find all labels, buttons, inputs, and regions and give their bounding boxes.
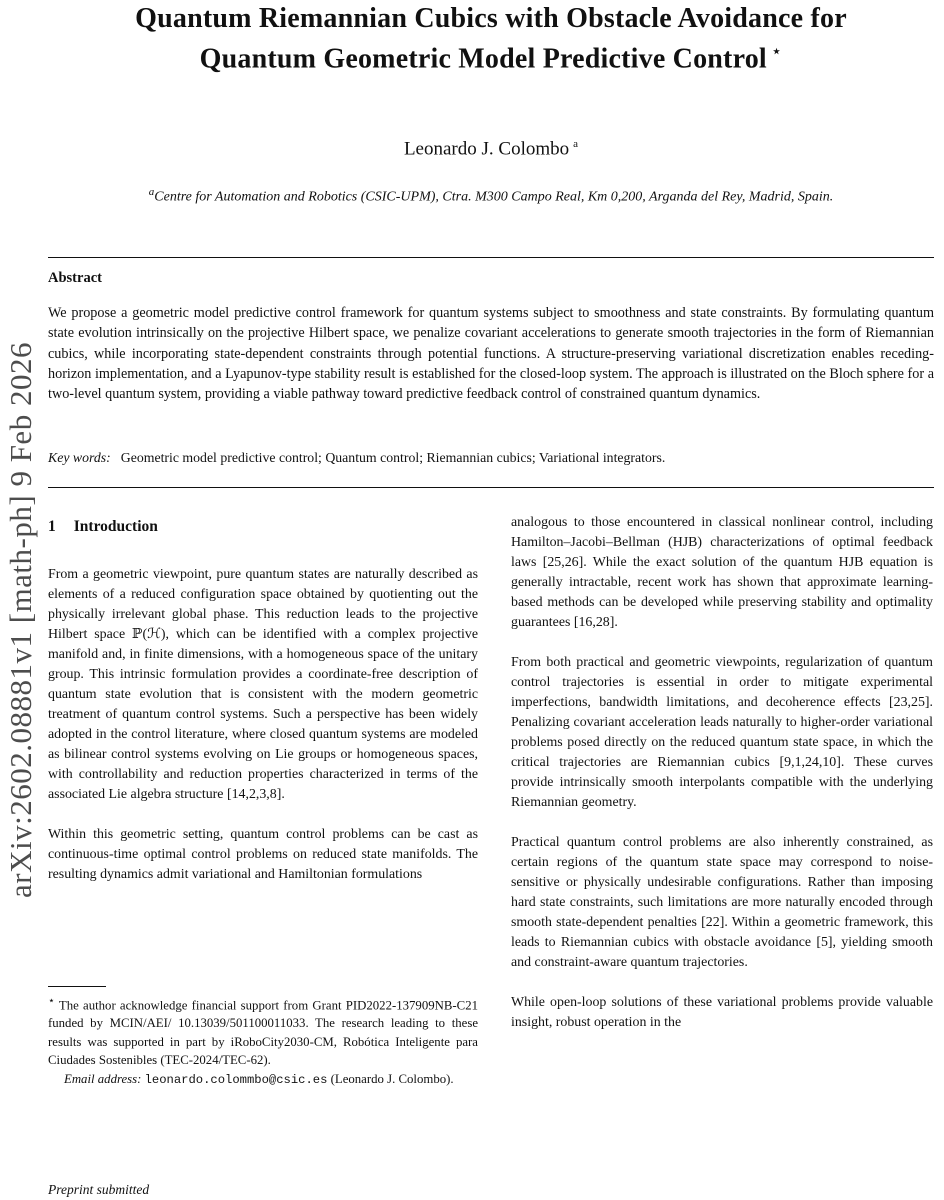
- left-column: [48, 513, 478, 905]
- arxiv-watermark: arXiv:2602.08881v1 [math-ph] 9 Feb 2026: [3, 342, 38, 898]
- abstract-top-rule: [48, 257, 934, 258]
- footnote-rule: [48, 986, 106, 987]
- affiliation-marker: a: [148, 186, 155, 198]
- intro-paragraph-3: analogous to those encountered in classical nonlinear control, including Hamilton–Jacobi–Bellman (HJB) characterizations of optimal feedback laws [25,26]. While the exact solution of the quantum HJB equation is generally intractable, recent work has shown that approximate learning-based methods can be developed while preserving stability and optimality guarantees [16,28].: [511, 515, 933, 630]
- abstract-text: We propose a geometric model predictive control framework for quantum systems subject to smoothness and state constraints. By formulating quantum state evolution intrinsically on the projective Hilbert space, we penalize covariant accelerations to generate smooth trajectories in the form of Riemannian cubics, while incorporating state-dependent constraints through potential functions. A structure-preserving variational discretization enables receding-horizon implementation, and a Lyapunov-type stability result is established for the closed-loop system. The approach is illustrated on the Bloch sphere for a two-level quantum system, providing a viable pathway toward predictive feedback control of constrained quantum dynamics.: [48, 305, 934, 403]
- email-label: Email address:: [64, 1072, 142, 1087]
- footnote-acknowledgement: ⋆ The author acknowledge financial support from Grant PID2022-137909NB-C21 funded by MCIN/AEI/ 10.13039/501100011033. The research leading to these results was supported in part by iRoboCity2030-CM, Robótica Inteligente para Ciudades Sostenibles (TEC-2024/TEC-62).: [48, 995, 478, 1067]
- intro-paragraph-1: From a geometric viewpoint, pure quantum states are naturally described as elements of a reduced configuration space obtained by quotienting out the physically irrelevant global phase. This reduction leads to the projective Hilbert space ℙ(ℋ), which can be identified with a complex projective manifold and, in finite dimensions, with a homogeneous space of the unitary group. This intrinsic formulation provides a coordinate-free description of quantum state evolution that is consistent with the modern geometric treatment of quantum control systems. Such a perspective has been widely adopted in the control literature, where closed quantum systems are modeled as bilinear control systems evolving on Lie groups or homogeneous spaces, with controllability and reduction properties characterized in terms of the associated Lie algebra structure [14,2,3,8].: [48, 567, 478, 802]
- paper-title-line-1: Quantum Riemannian Cubics with Obstacle Avoidance for: [135, 3, 847, 34]
- email-suffix: (Leonardo J. Colombo).: [330, 1072, 454, 1087]
- intro-paragraph-4: From both practical and geometric viewpoints, regularization of quantum control trajectories is essential in order to mitigate experimental imperfections, bandwidth limitations, and decoherence effects [23,25]. Penalizing covariant acceleration leads naturally to higher-order variational problems posed directly on the reduced quantum state space, in which the critical trajectories are Riemannian cubics [9,1,24,10]. These curves provide intrinsically smooth interpolants compatible with the underlying Riemannian geometry.: [511, 655, 933, 810]
- keywords-text: Geometric model predictive control; Quantum control; Riemannian cubics; Variational integrators.: [120, 450, 666, 465]
- email-address: leonardo.colommbo@csic.es: [144, 1073, 328, 1088]
- paper-title: [48, 2, 934, 75]
- abstract-heading: Abstract: [48, 270, 102, 286]
- keywords: [48, 450, 934, 466]
- footnote-star-marker: ⋆: [48, 995, 55, 1007]
- title-footnote-star: ⋆: [770, 41, 783, 61]
- paper-title-line-2: Quantum Geometric Model Predictive Control ⋆: [199, 41, 783, 75]
- right-column: [511, 513, 933, 1053]
- footnote-block: [48, 986, 478, 1089]
- footer-preprint-note: Preprint submitted: [48, 1182, 150, 1197]
- intro-paragraph-6: While open-loop solutions of these variational problems provide valuable insight, robust operation in the: [511, 995, 933, 1030]
- author-affiliation-marker: a: [573, 138, 579, 150]
- affiliation: $^a$Centre for Automation and Robotics (CSIC-UPM), Ctra. M300 Campo Real, Km 0,200, Arganda del Rey, Madrid, Spain.: [148, 186, 834, 205]
- section-number: 1: [48, 518, 56, 535]
- keywords-label: Key words:: [48, 450, 111, 465]
- intro-paragraph-5: Practical quantum control problems are also inherently constrained, as certain regions of the quantum state space may correspond to noise-sensitive or physically undesirable configurations. Rather than imposing hard state constraints, such limitations are more naturally encoded through smooth state-dependent penalties [22]. Within a geometric framework, this leads to Riemannian cubics with obstacle avoidance [5], yielding smooth and constraint-aware quantum trajectories.: [511, 835, 933, 970]
- footnote-email-line: [48, 1070, 478, 1089]
- keywords-bottom-rule: [48, 487, 934, 488]
- intro-paragraph-2: Within this geometric setting, quantum control problems can be cast as continuous-time optimal control problems on reduced state manifolds. The resulting dynamics admit variational and Hamiltonian formulations: [48, 827, 478, 882]
- section-heading-introduction: [48, 517, 478, 537]
- section-title: Introduction: [73, 518, 158, 535]
- author-name: Leonardo J. Colombo $^a$: [403, 138, 579, 160]
